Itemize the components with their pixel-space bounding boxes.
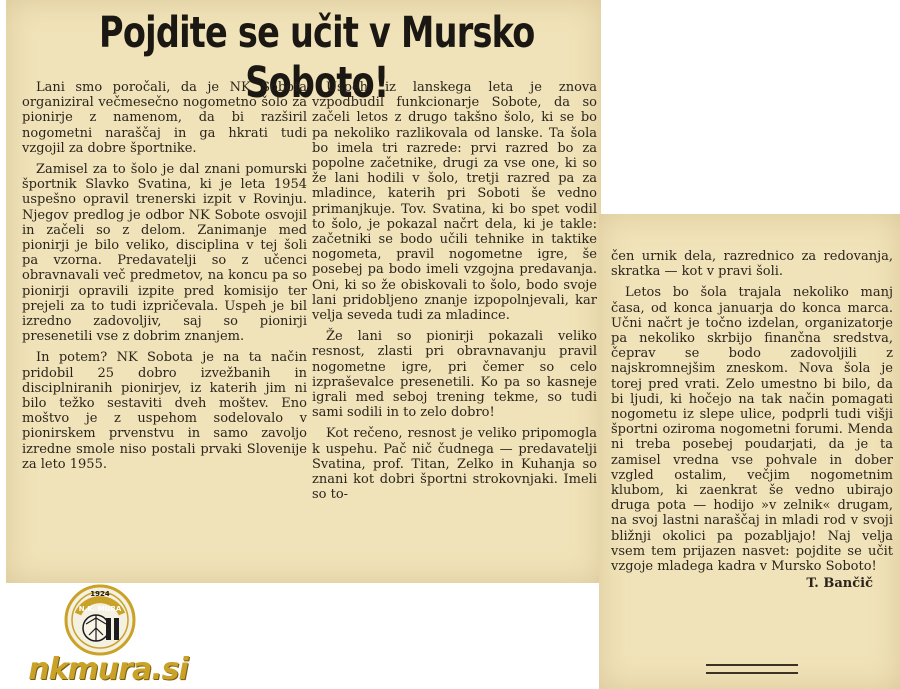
logo-club: N.K. MURA [78,605,122,613]
paragraph: Letos bo šola trajala nekoliko manj časa, od konca januarja do konca marca. Učni načrt je točno izdelan, organizatorje pa nekoliko skrbijo finančna sredstva, čeprav se bodo zadovoljili z najskromnejšim zneskom. Nova šola je torej pred vrati. Zelo umestno bi bilo, da bi ljudi, ki hočejo na tak način pomagati nogometu iz slepe ulice, podprli tudi višji športni oziroma nogometni forumi. Menda ni treba posebej poudarjati, da je ta zamisel vredna vse pohvale in dober vzgled ostalim, večjim nogometnim klubom, ki zaenkrat še vedno ubirajo druga pota — hodijo »v zelnik« drugam, na svoj lastni naraščaj in mladi rod v svoji bližnji okolici pa pozabljajo! Naj velja vsem tem prijazen nasvet: pojdite se učit vzgoje mladega kadra v Mursko Soboto! [611,285,893,575]
end-rule [706,664,798,674]
paragraph: čen urnik dela, razrednico za redovanja, skratka — kot v pravi šoli. [611,249,893,280]
paragraph: Zamisel za to šolo je dal znani pomurski športnik Slavko Svatina, ki je leta 1954 uspešno opravil trenerski izpit v Rovinju. Njegov predlog je odbor NK Sobote osvojil in začeli so z delom. Zanimanje med pionirji je bilo veliko, disciplina v tej šoli pa vzorna. Predavatelji so z učenci obravnavali več predmetov, na koncu pa so pionirji opravili izpite pred komisijo ter prejeli za to tudi izpričevala. Uspeh je bil izredno zadovoljiv, saj so pionirji presenetili vse z dobrim znanjem. [22,162,307,345]
paragraph: Lani smo poročali, da je NK Sobota organiziral večmesečno nogometno šolo za pionirje z namenom, da bi razširil nogometni naraščaj in ga hkrati tudi vzgojil za dobre športnike. [22,80,307,156]
article-column-1 [22,80,307,478]
club-logo[interactable] [8,582,208,686]
paragraph: Kot rečeno, resnost je veliko pripomogla k uspehu. Pač nič čudnega — predavatelji Svatina, prof. Titan, Zelko in Kuhanja so znani kot dobri športni strokovnjaki. Imeli so to- [312,426,597,503]
logo-wordmark: nkmura.si [28,652,188,687]
paragraph: Že lani so pionirji pokazali veliko resnost, zlasti pri obravnavanju pravil nogometne igre, pri čemer so celo izpraševalce presenetili. Ko pa so kasneje igrali med seboj trening tekme, so tudi sami sodili in to zelo dobro! [312,329,597,421]
article-column-2 [312,80,597,508]
author-signature: T. Bančič [806,576,873,592]
logo-year: 1924 [90,590,110,598]
article-column-3 [611,249,893,591]
club-emblem-icon [64,584,136,656]
article-headline: Pojdite se učit v Mursko Soboto! [99,8,535,108]
paragraph: In potem? NK Sobota je na ta način pridobil 25 dobro izvežbanih in disciplniranih pionirjev, iz katerih jim ni bilo težko sestaviti dveh moštev. Eno moštvo je z uspehom sodelovalo v pionirskem prvenstvu in samo zavoljo izredne smole niso postali prvaki Slovenije za leto 1955. [22,350,307,472]
paragraph: Uspeh iz lanskega leta je znova vzpodbudil funkcionarje Sobote, da so začeli letos z drugo takšno šolo, ki se bo pa nekoliko razlikovala od lanske. Ta šola bo imela tri razrede: prvi razred bo za popolne začetnike, drugi za vse one, ki so že lani hodili v šolo, tretji razred pa za mladince, katerih pri Soboti še vedno primanjkuje. Tov. Svatina, ki bo spet vodil to šolo, je pokazal načrt dela, ki je takle: začetniki se bodo učili tehnike in taktike nogometa, pravil nogometne igre, še posebej pa bodo imeli vzgojna predavanja. Oni, ki so že obiskovali to šolo, bodo svoje lani pridobljeno znanje izpopolnjevali, kar velja seveda tudi za mladince. [312,80,597,324]
